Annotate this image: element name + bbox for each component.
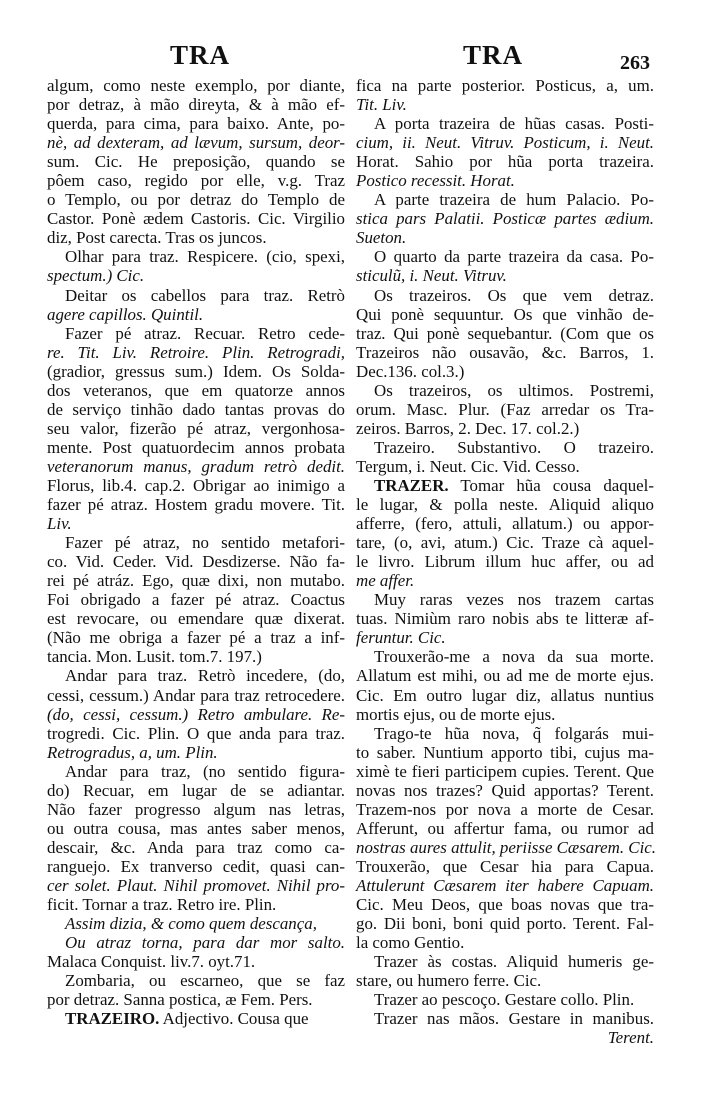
headword: TRAZEIRO. [65, 1009, 160, 1029]
text-line: Andar para traz, (no sentido figura- [65, 761, 345, 781]
text-line: stare, ou humero ferre. Cic. [356, 971, 542, 991]
text-line: fica na parte posterior. Posticus, a, um. [356, 76, 654, 95]
text-line: Tergum, i. Neut. Cic. Vid. Cesso. [356, 456, 580, 476]
text-line: Ou atraz torna, para dar mor salto. [65, 933, 345, 953]
text-line: ou outra cousa, mas antes saber menos, [47, 818, 345, 838]
text-line: to saber. Nuntium apporto tibi, cujus ma- [356, 742, 654, 762]
text-line: Fazer pé atraz, no sentido metafori- [65, 533, 345, 553]
text-line: Florus, lib.4. cap.2. Obrigar ao inimigo a [47, 475, 345, 495]
text-line: diz, Post carecta. Tras os juncos. [47, 228, 267, 248]
left-running-head: TRA [170, 40, 231, 70]
text-line: Afferunt, ou affertur fama, ou rumor ad [356, 818, 654, 838]
text-line: Terent. [607, 1028, 654, 1048]
text-line: le livro. Librum illum huc affer, ou ad [356, 552, 654, 572]
text-line: Allatum est mihi, ou ad me de morte ejus. [356, 666, 654, 686]
text-line: est revocare, ou emendare quæ dixerat. [47, 609, 345, 629]
text-line: stica pars Palatii. Posticæ partes ædium. [356, 209, 654, 229]
headword: TRAZER. [374, 475, 449, 495]
text-line: mente. Post quatuordecim annos probata [47, 437, 345, 457]
page-number: 263 [620, 52, 650, 74]
entry-headword-line: TRAZER. Tomar hũa cousa daquel- [374, 475, 654, 495]
text-line: Os trazeiros. Os que vem detraz. [374, 285, 654, 305]
text-line: novas nos trazes? Quid apportas? Terent. [356, 780, 654, 800]
text-line: Castor. Ponè ædem Castoris. Cic. Virgilio [47, 209, 345, 229]
text-line: Muy raras vezes nos trazem cartas [374, 590, 654, 610]
text-line: A porta trazeira de hũas casas. Posti- [374, 114, 654, 134]
text-line: feruntur. Cic. [356, 628, 446, 648]
text-line: algum, como neste exemplo, por diante, [47, 76, 345, 95]
text-line: sum. Cic. He preposição, quando se [47, 152, 345, 172]
text-line: tuas. Nimiùm raro nobis abs te litteræ af- [356, 609, 654, 629]
text-line: Trazer ao pescoço. Gestare collo. Plin. [374, 990, 635, 1010]
text-line: Trazem-nos por nova a morte de Cesar. [356, 799, 654, 819]
text-line: la como Gentio. [356, 933, 465, 953]
text-line: nè, ad dexteram, ad lævum, sursum, deor- [47, 133, 345, 153]
text-line: Os trazeiros, os ultimos. Postremi, [374, 380, 654, 400]
text-line: orum. Masc. Plur. (Faz arredar os Tra- [356, 399, 654, 419]
text-line: Deitar os cabellos para traz. Retrò [65, 285, 345, 305]
text-line: dos veteranos, que em quatorze annos [47, 380, 345, 400]
text-line: (Não me obriga a fazer pé a traz a inf- [47, 628, 345, 648]
text-line: Trazeiros não ousavão, &c. Barros, 1. [356, 342, 654, 362]
text-line: Trouxerão, que Cesar hia para Capua. [356, 856, 654, 876]
text-line: Qui ponè sequuntur. Os que vinhão de- [356, 304, 654, 324]
text-line: Andar para traz. Retrò incedere, (do, [65, 666, 345, 686]
text-line: tancia. Mon. Lusit. tom.7. 197.) [47, 647, 262, 667]
text-line: agere capillos. Quintil. [47, 304, 204, 324]
text-line: Sueton. [356, 228, 407, 248]
text-line: Assim dizia, & como quem descança, [65, 914, 317, 934]
text-line: zeiros. Barros, 2. Dec. 17. col.2.) [356, 418, 580, 438]
right-running-head: TRA [463, 40, 524, 70]
text-line: Trazer às costas. Aliquid humeris ge- [374, 952, 654, 972]
text-line: trogredi. Cic. Plin. O que anda para traz. [47, 723, 345, 743]
text-line: Trago-te hũa nova, q̃ folgarás mui- [374, 723, 654, 743]
text-line: do) Recuar, em lugar de se adiantar. [47, 780, 345, 800]
text-line: re. Tit. Liv. Retroire. Plin. Retrogradi, [47, 342, 345, 362]
text-line: fazer pé atraz. Hostem gradu movere. Tit. [47, 495, 345, 515]
text-line: cer solet. Plaut. Nihil promovet. Nihil pro- [47, 875, 345, 895]
text-line: Fazer pé atraz. Recuar. Retro cede- [65, 323, 345, 343]
text-line: Zombaria, ou escarneo, que se faz [65, 971, 345, 991]
text-line: ranguejo. Ex tranverso cedit, quasi can- [47, 856, 345, 876]
text-line: Trazeiro. Substantivo. O trazeiro. [374, 437, 654, 457]
text-line: Retrogradus, a, um. Plin. [47, 742, 218, 762]
text-line: mortis ejus, ou de morte ejus. [356, 704, 556, 724]
text-line: por detraz. Sanna postica, æ Fem. Pers. [47, 990, 313, 1010]
text-line: Trazer nas mãos. Gestare in manibus. [374, 1009, 654, 1029]
text-line: ficit. Tornar a traz. Retro ire. Plin. [47, 895, 277, 915]
text-line: Olhar para traz. Respicere. (cio, spexi, [65, 247, 345, 267]
text-line: seu valor, fizerão pé atraz, vergonhosa- [47, 418, 345, 438]
text-line: veteranorum manus, gradum retrò dedit. [47, 456, 345, 476]
text-line: go. Dii boni, boni quid porto. Terent. Fal- [356, 914, 654, 934]
text-line: descair, &c. Anda para traz como ca- [47, 837, 345, 857]
text-line: Cic. Meu Deos, que boas novas que tra- [356, 895, 654, 915]
text-line: querda, para cima, para baixo. Ante, po- [47, 114, 345, 134]
text-line: le lugar, & polla neste. Aliquid aliquo [356, 495, 654, 515]
text-line: o Templo, ou por detraz do Templo de [47, 190, 345, 210]
right-column [356, 76, 654, 1047]
text-line: tare, (o, avi, atum.) Cic. Traze cà aquel- [356, 533, 654, 553]
text-line: sticulũ, i. Neut. Vitruv. [356, 266, 507, 286]
text-line: A parte trazeira de hum Palacio. Po- [374, 190, 654, 210]
text-line: Malaca Conquist. liv.7. oyt.71. [47, 952, 256, 972]
text-line: de serviço tinhão dado tantas provas do [47, 399, 345, 419]
text-line: nostras aures attulit, periisse Cæsarem. Cic. [356, 837, 656, 857]
text-line: spectum.) Cic. [47, 266, 145, 286]
text-line: afferre, (fero, attuli, allatum.) ou appor- [356, 514, 654, 534]
entry-headword-line: TRAZEIRO. Adjectivo. Cousa que [65, 1009, 309, 1029]
text-line: (gradior, gressus sum.) Idem. Os Solda- [47, 361, 345, 381]
text-line: Postico recessit. Horat. [356, 171, 515, 191]
text-line: Tit. Liv. [356, 95, 407, 115]
text-line: traz. Qui ponè sequebantur. (Com que os [356, 323, 654, 343]
text-line: O quarto da parte trazeira da casa. Po- [374, 247, 654, 267]
text-line: pôem caso, regido por elle, v.g. Traz [47, 171, 345, 191]
text-line: por detraz, à mão direyta, & à mão ef- [47, 95, 345, 115]
text-line: Foi obrigado a fazer pé atraz. Coactus [47, 590, 345, 610]
text-line: Cic. Em outro lugar diz, allatus nuntius [356, 685, 654, 705]
text-line: Attulerunt Cæsarem iter habere Capuam. [356, 875, 654, 895]
text-line: ximè te fieri participem cupies. Terent. Que [356, 761, 654, 781]
left-column [47, 76, 345, 1028]
text-line: co. Vid. Ceder. Vid. Desdizerse. Não fa- [47, 552, 345, 572]
text-line: (do, cessi, cessum.) Retro ambulare. Re- [47, 704, 345, 724]
text-line: me affer. [356, 571, 415, 591]
text-line: rei pé atráz. Ego, quæ dixi, non mutabo. [47, 571, 345, 591]
text-line: Horat. Sahio por hũa porta trazeira. [356, 152, 654, 172]
text-line: Dec.136. col.3.) [356, 361, 465, 381]
text-line: Liv. [47, 514, 72, 534]
text-line: Trouxerão-me a nova da sua morte. [374, 647, 654, 667]
text-line: cessi, cessum.) Andar para traz retrocedere. [47, 685, 345, 705]
text-line: cium, ii. Neut. Vitruv. Posticum, i. Neut. [356, 133, 654, 153]
text-line: Não fazer progresso algum nas letras, [47, 799, 345, 819]
